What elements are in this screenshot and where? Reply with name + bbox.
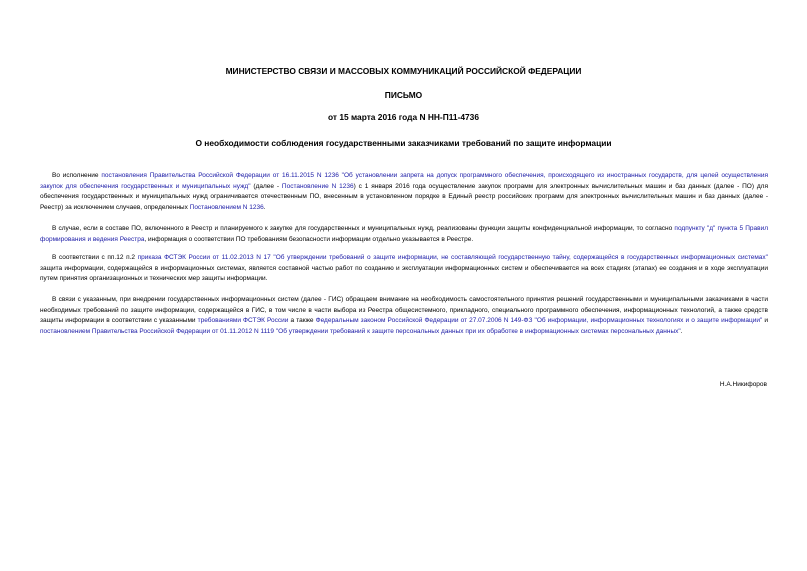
link-reestr-rules[interactable]: подпункту "д" пункта 5 Правил формирования и ведения Реестра: [40, 225, 768, 243]
link-postanovlenie-1236[interactable]: постановления Правительства Российской Федерации от 16.11.2015 N 1236 "Об установлении запрета на допуск программного обеспечения, происходящего из иностранных государств, для целей осуществления закупок для обеспечения государственных и муниципальных нужд": [40, 172, 768, 190]
p1-text-3: ) с 1 января 2016 года осуществление закупок программ для электронных вычислительных машин и баз данных (далее - ПО) для обеспечения государственных и муниципальных нужд ограничивается отечественным ПО, внесенным в установленном порядке в Единый реестр российских программ для электронных вычислительных машин и баз данных (далее - Реестр) за исключением случаев, определенных: [40, 182, 768, 211]
paragraph-4: [40, 295, 768, 337]
p4-text-4: .: [680, 327, 683, 335]
p4-text-1: В связи с указанным, при внедрении государственных информационных систем (далее - ГИС) обращаем внимание на необходимость самостоятельного принятия решений государственными и муниципальными заказчиками в части необходимых требований по защите информации, содержащейся в ГИС, в том числе в части выбора из Реестра общесистемного, прикладного, специального программного обеспечения, информационных технологий, а также средств защиты информации в соответствии с указанными: [40, 296, 768, 324]
p1-text-4: .: [263, 203, 266, 211]
ministry-heading: МИНИСТЕРСТВО СВЯЗИ И МАССОВЫХ КОММУНИКАЦИЙ РОССИЙСКОЙ ФЕДЕРАЦИИ: [225, 66, 582, 76]
p1-text-2: (далее -: [250, 182, 282, 190]
document-date-number: от 15 марта 2016 года N НН-П11-4736: [327, 112, 479, 122]
p3-text-1: В соответствии с пп.12 п.2: [52, 254, 138, 261]
link-trebovaniya-fstek[interactable]: требованиями ФСТЭК России: [197, 317, 289, 324]
p1-text-1: Во исполнение: [52, 172, 102, 179]
document-type: ПИСЬМО: [384, 90, 423, 100]
p2-text-2: , информация о соответствии ПО требованиям безопасности информации отдельно указывается в Реестре.: [144, 235, 474, 243]
signature: Н.А.Никифоров: [719, 381, 767, 388]
paragraph-2: [40, 224, 768, 245]
paragraph-3: [40, 253, 768, 285]
p2-text-1: В случае, если в составе ПО, включенного в Реестр и планируемого к закупке для государственных и муниципальных нужд, реализованы функции защиты конфиденциальной информации, то согласно: [52, 225, 675, 232]
p4-text-2: а также: [288, 317, 316, 324]
p3-text-2: защита информации, содержащейся в информационных системах, является составной частью работ по созданию и эксплуатации информационных систем и обеспечивается на всех стадиях (этапах) ее создания и в ходе эксплуатации путем принятия организационных и технических мер защиты информации.: [40, 264, 768, 282]
link-federal-law-149[interactable]: Федеральным законом Российской Федерации от 27.07.2006 N 149-ФЗ "Об информации, информационных технологиях и о защите информации": [315, 317, 763, 324]
link-postanovleniem-1236[interactable]: Постановлением N 1236: [189, 203, 264, 211]
link-postanovlenie-1119[interactable]: постановлением Правительства Российской Федерации от 01.11.2012 N 1119 "Об утверждении требований к защите персональных данных при их обработке в информационных системах персональных данных": [40, 327, 681, 335]
link-postanovlenie-1236-short[interactable]: Постановление N 1236: [281, 182, 354, 190]
link-prikaz-fstek-17[interactable]: приказа ФСТЭК России от 11.02.2013 N 17 "Об утверждении требований о защите информации, не составляющей государственную тайну, содержащейся в государственных информационных системах": [137, 254, 768, 261]
paragraph-1: [40, 171, 768, 213]
p4-text-3: и: [762, 317, 768, 324]
document-subject: О необходимости соблюдения государственными заказчиками требований по защите информации: [195, 138, 612, 148]
